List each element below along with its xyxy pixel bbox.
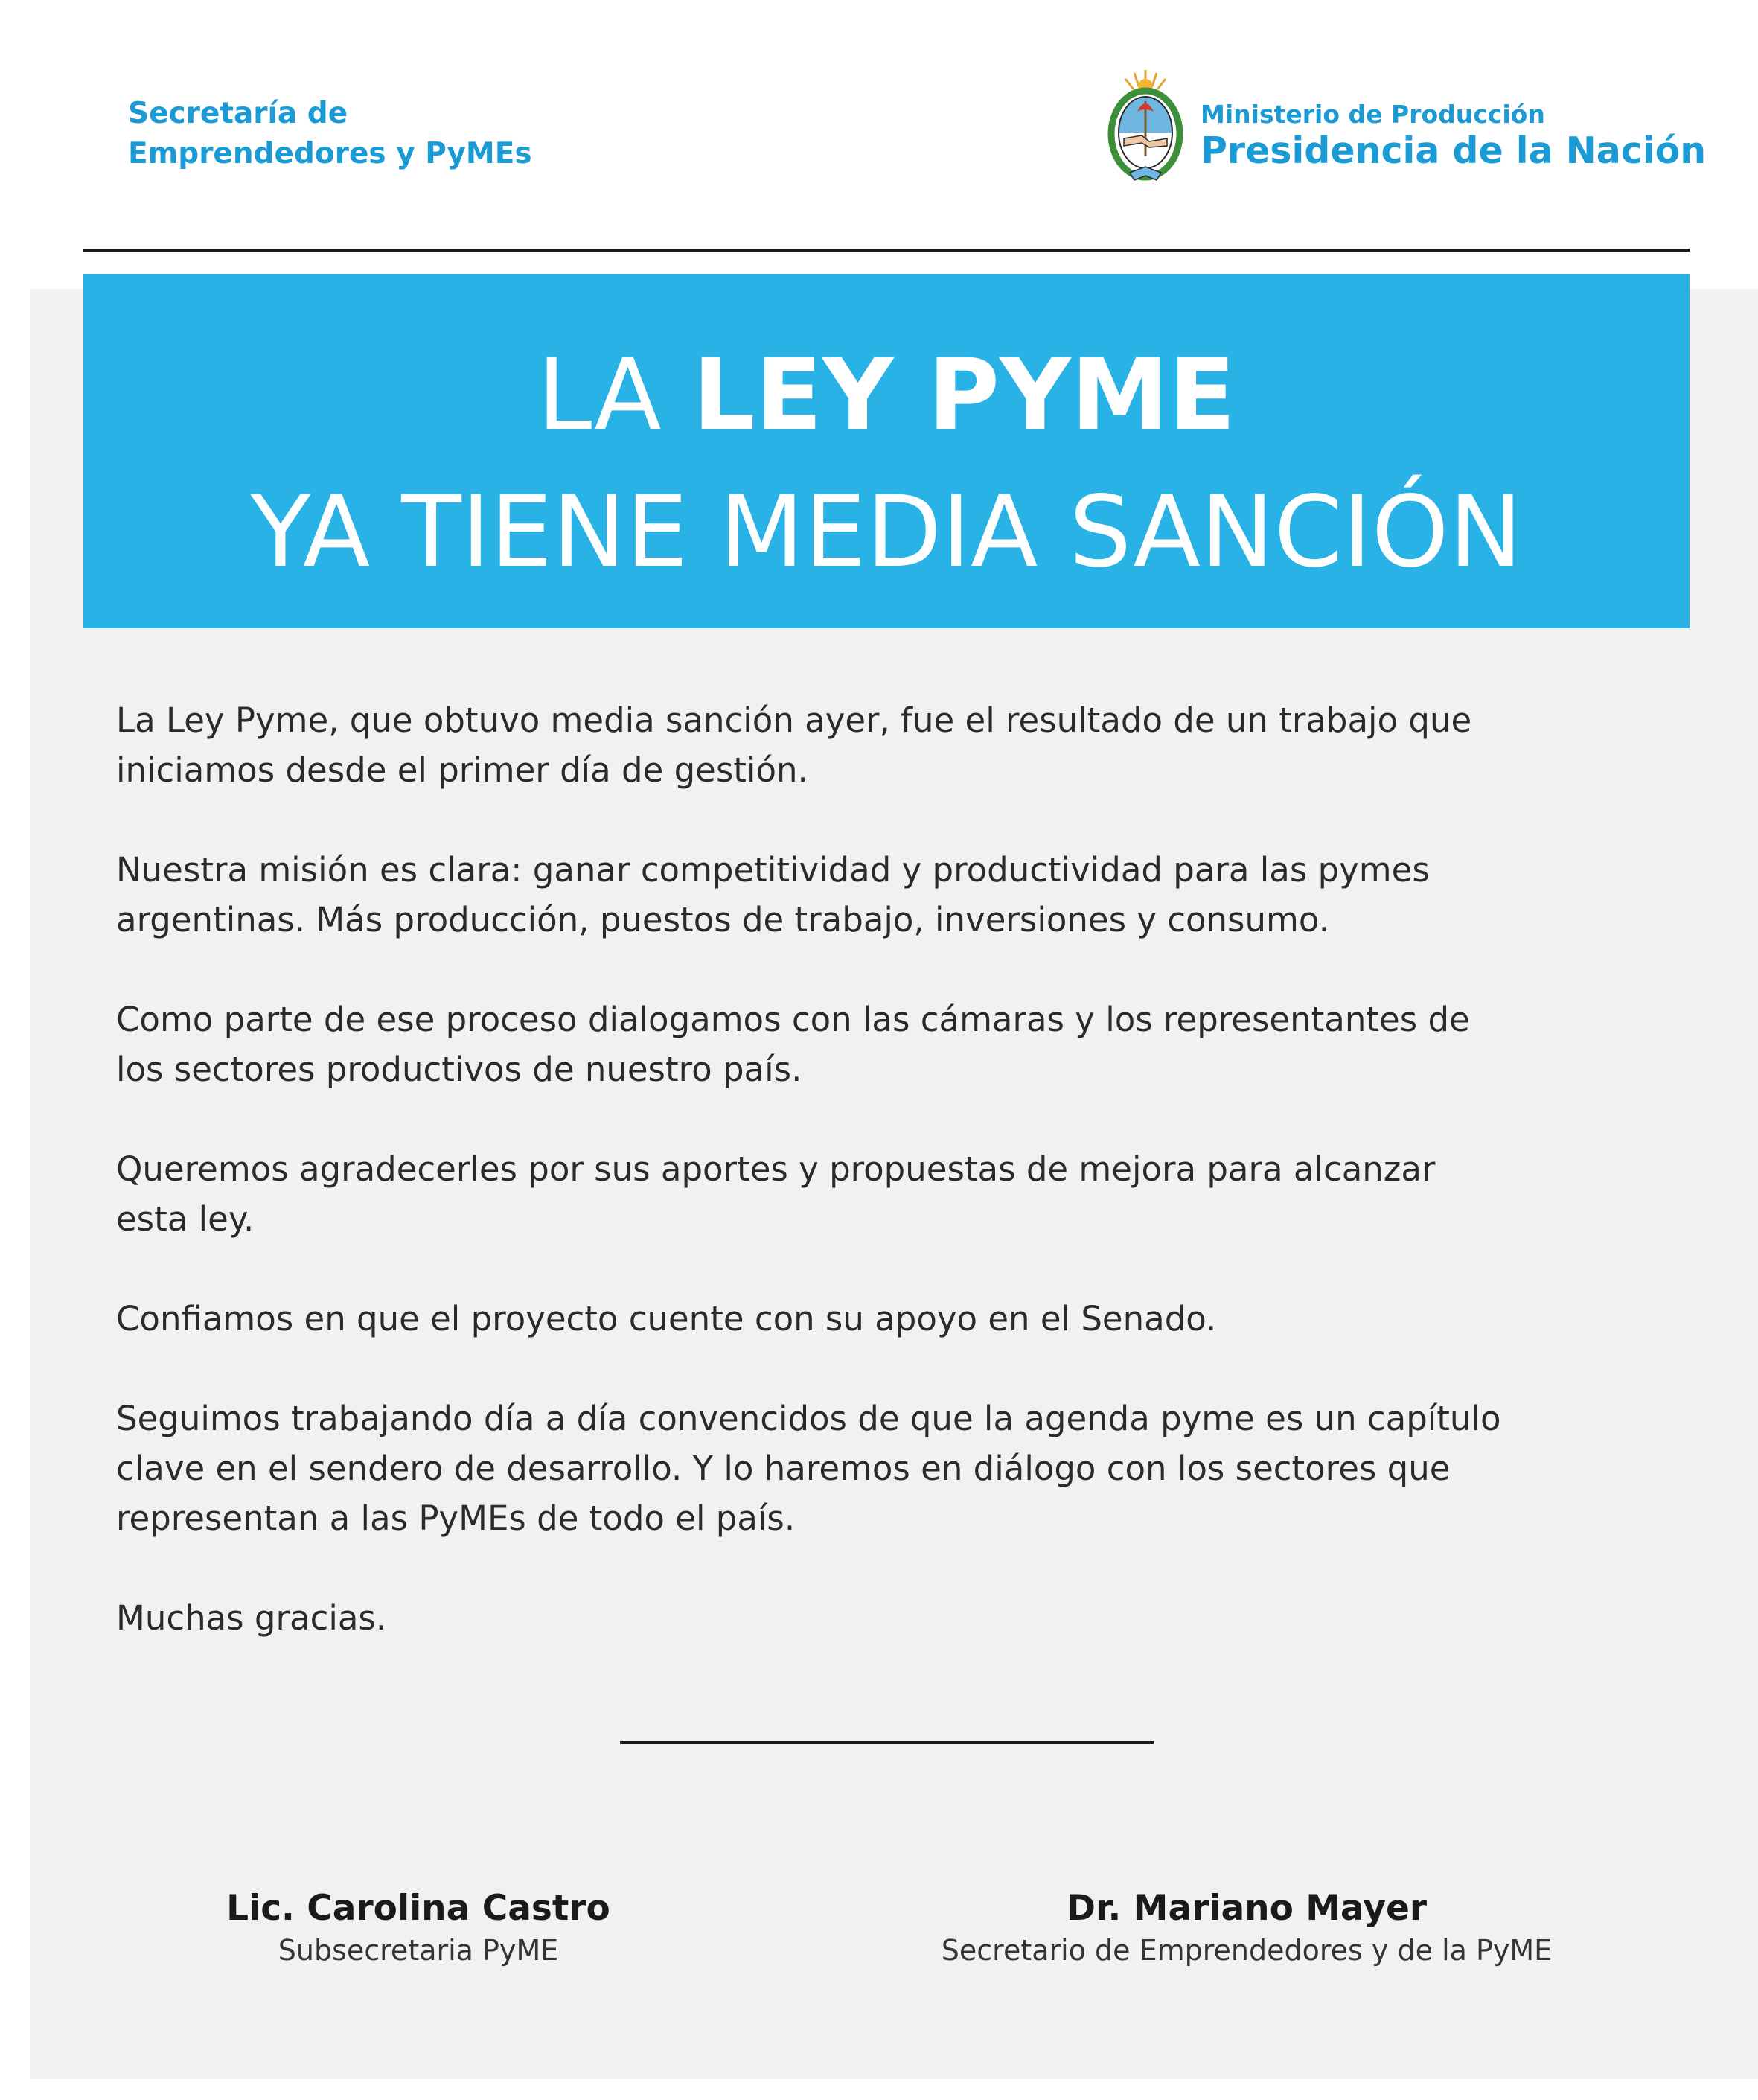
signer-left — [188, 1886, 649, 1970]
secretariat-line-2: Emprendedores y PyMEs — [128, 137, 532, 170]
ministry-text — [1201, 100, 1706, 173]
secretariat-name — [128, 94, 532, 174]
title-highlight: LEY PYME — [692, 338, 1236, 453]
signer-name: Dr. Mariano Mayer — [1066, 1888, 1428, 1929]
ministry-logo — [1107, 68, 1710, 188]
title-prefix: LA — [537, 338, 693, 453]
title-banner — [83, 274, 1690, 628]
signer-right — [893, 1886, 1600, 1970]
signer-name: Lic. Carolina Castro — [226, 1888, 610, 1929]
closing: Muchas gracias. — [116, 1598, 387, 1638]
paragraph: Seguimos trabajando día a día convencidos de que la agenda pyme es un capítulo clave en el sendero de desarrollo. Y lo haremos en diálogo con los sectores que representan a las PyMEs de todo el país. — [116, 1399, 1501, 1538]
paragraph: Queremos agradecerles por sus aportes y propuestas de mejora para alcanzar esta ley. — [116, 1149, 1436, 1239]
secretariat-line-1: Secretaría de — [128, 97, 348, 130]
signer-role: Subsecretaria PyME — [278, 1934, 559, 1967]
presidency-name: Presidencia de la Nación — [1201, 130, 1707, 172]
title-line-1 — [83, 339, 1690, 451]
paragraph: La Ley Pyme, que obtuvo media sanción ayer, fue el resultado de un trabajo que iniciamos desde el primer día de gestión. — [116, 700, 1472, 790]
title-line-2: YA TIENE MEDIA SANCIÓN — [250, 475, 1523, 590]
signature-divider — [620, 1741, 1154, 1744]
ministry-name: Ministerio de Producción — [1201, 100, 1545, 129]
letter-body — [116, 695, 1664, 1693]
paragraph: Como parte de ese proceso dialogamos con las cámaras y los representantes de los sectores productivos de nuestro país. — [116, 1000, 1470, 1089]
signer-role: Secretario de Emprendedores y de la PyME — [941, 1934, 1553, 1967]
paragraph: Confiamos en que el proyecto cuente con su apoyo en el Senado. — [116, 1299, 1217, 1338]
paragraph: Nuestra misión es clara: ganar competitividad y productividad para las pymes argentinas. Más producción, puestos de trabajo, inversiones y consumo. — [116, 850, 1430, 939]
header-divider — [83, 249, 1690, 252]
argentina-coat-of-arms-icon — [1107, 68, 1183, 188]
